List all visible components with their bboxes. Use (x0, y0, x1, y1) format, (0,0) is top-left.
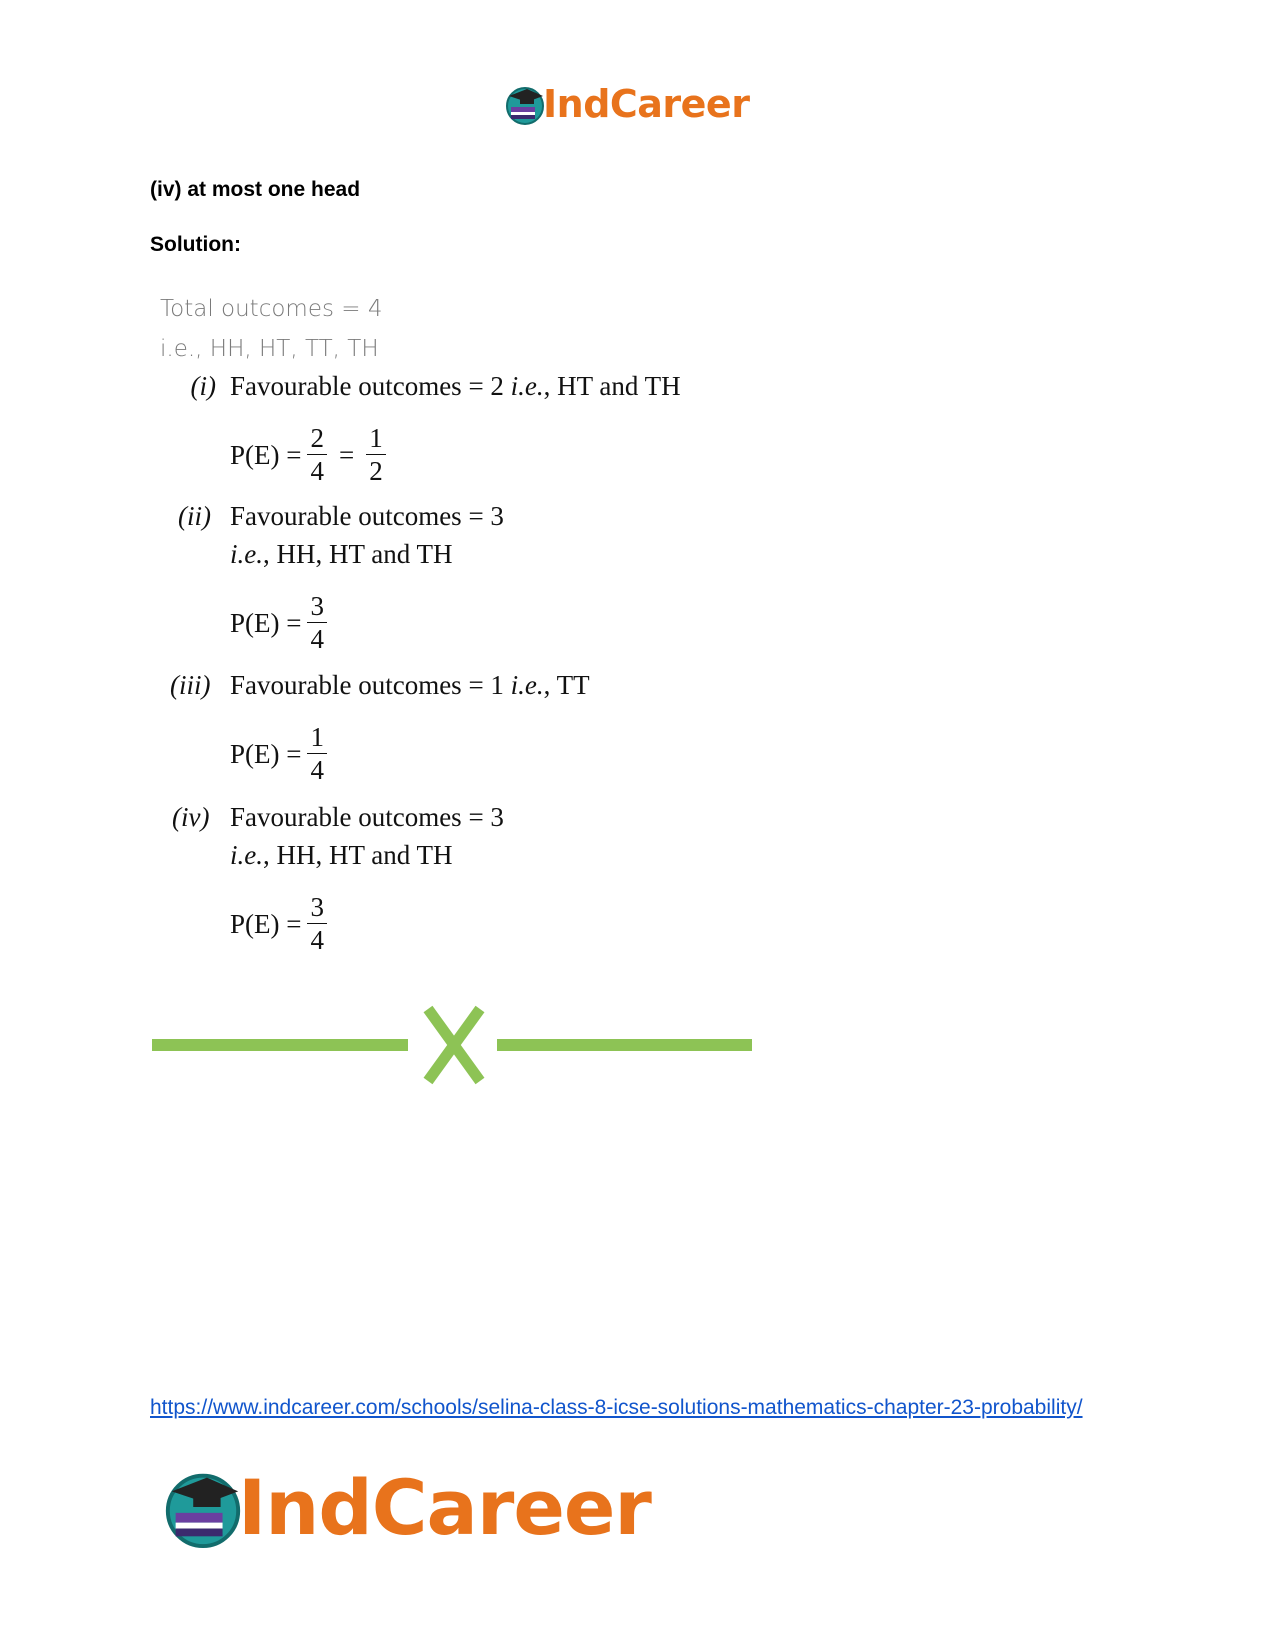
question-text: (iv) at most one head (150, 178, 361, 201)
outcomes-list: i.e., HH, HT, TT, TH (160, 336, 379, 362)
header-logo (503, 80, 773, 128)
brand-name: IndCareer (238, 1462, 651, 1552)
fraction: $\frac{1}{2}$ (366, 425, 386, 485)
part-label: (iii) (170, 670, 211, 700)
part-label: (i) (190, 371, 216, 401)
source-link[interactable]: https://www.indcareer.com/schools/selina-class-8-icse-solutions-mathematics-chapter-23-probability/ (150, 1396, 1083, 1419)
outcomes-line: i.e., HH, HT and TH (230, 840, 453, 870)
favourable-line: Favourable outcomes = 3 (230, 501, 504, 531)
probability-expression: P(E) = $\frac{3}{4}$ (230, 593, 333, 653)
favourable-line: Favourable outcomes = 3 (230, 802, 504, 832)
footer-logo (160, 1462, 700, 1552)
section-divider (152, 1005, 752, 1085)
brand-name: IndCareer (543, 82, 750, 126)
fraction: $\frac{1}{4}$ (307, 724, 327, 784)
fraction: $\frac{3}{4}$ (307, 894, 327, 954)
probability-expression: P(E) = $\frac{2}{4}$ = $\frac{1}{2}$ (230, 425, 392, 485)
solution-label: Solution: (150, 233, 241, 256)
fraction: $\frac{3}{4}$ (307, 593, 327, 653)
probability-expression: P(E) = $\frac{3}{4}$ (230, 894, 333, 954)
part-label: (iv) (172, 802, 210, 832)
favourable-line: Favourable outcomes = 2 i.e., HT and TH (230, 371, 681, 401)
close-x-icon (428, 1009, 480, 1081)
favourable-line: Favourable outcomes = 1 i.e., TT (230, 670, 590, 700)
graduation-book-globe-icon (503, 82, 547, 126)
outcomes-line: i.e., HH, HT and TH (230, 539, 453, 569)
total-outcomes: Total outcomes = 4 (160, 296, 383, 322)
fraction: $\frac{2}{4}$ (307, 425, 327, 485)
graduation-book-globe-icon (160, 1464, 246, 1550)
part-label: (ii) (178, 501, 211, 531)
probability-expression: P(E) = $\frac{1}{4}$ (230, 724, 333, 784)
